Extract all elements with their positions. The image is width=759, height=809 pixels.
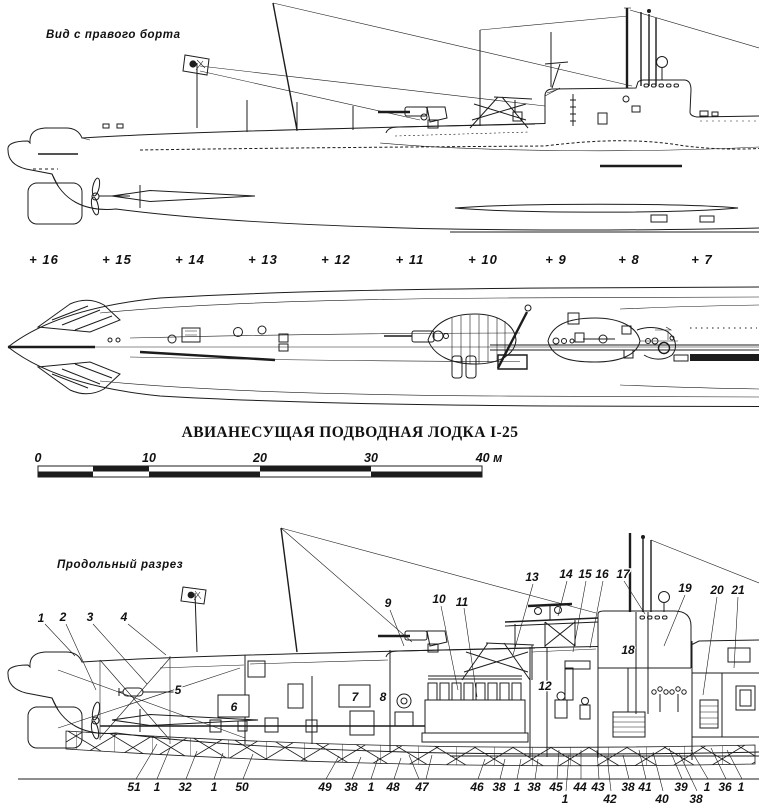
section-flag <box>181 587 206 652</box>
callout-4: 4 <box>120 610 128 624</box>
scale-tick-20: 20 <box>253 451 267 465</box>
callout-6: 6 <box>230 700 238 714</box>
side-rigging <box>200 3 759 132</box>
callout-49: 49 <box>318 780 332 794</box>
frame-label: + 14 <box>175 252 205 267</box>
side-conning-tower <box>513 80 759 126</box>
callout-5: 5 <box>174 683 182 697</box>
scale-bar <box>35 451 503 477</box>
frame-label: + 9 <box>545 252 567 267</box>
callout-44: 44 <box>573 780 587 794</box>
callout-1g: 1 <box>737 780 745 794</box>
callout-10: 10 <box>432 592 446 606</box>
callout-18: 18 <box>621 643 635 657</box>
callout-48: 48 <box>386 780 400 794</box>
df-loop-icon <box>657 57 668 68</box>
callout-13: 13 <box>525 570 539 584</box>
frame-label: + 12 <box>321 252 351 267</box>
plan-aircraft-assembled <box>548 313 678 362</box>
sheet-title: АВИАНЕСУЩАЯ ПОДВОДНАЯ ЛОДКА I-25 <box>181 424 519 441</box>
plan-deck-gun <box>384 331 449 342</box>
callout-1f: 1 <box>703 780 711 794</box>
callout-38d: 38 <box>621 780 635 794</box>
callout-14: 14 <box>559 567 573 581</box>
callout-51: 51 <box>127 780 141 794</box>
callout-1h: 1 <box>561 792 569 806</box>
callout-47: 47 <box>415 780 429 794</box>
callout-40: 40 <box>655 792 669 806</box>
callout-38a: 38 <box>344 780 358 794</box>
callout-50: 50 <box>235 780 249 794</box>
scale-tick-30: 30 <box>364 451 378 465</box>
callout-15: 15 <box>578 567 592 581</box>
callout-21: 21 <box>731 583 745 597</box>
callout-12: 12 <box>538 679 552 693</box>
callout-36: 36 <box>718 780 732 794</box>
callout-11: 11 <box>455 595 469 609</box>
scale-tick-0: 0 <box>34 451 42 465</box>
callout-39: 39 <box>674 780 688 794</box>
side-crane <box>470 97 532 128</box>
section-engine-room <box>390 647 547 757</box>
callout-32: 32 <box>178 780 192 794</box>
frame-label: + 8 <box>618 252 640 267</box>
callout-2: 2 <box>59 610 67 624</box>
frame-label: + 7 <box>691 252 713 267</box>
callout-17: 17 <box>616 567 630 581</box>
callout-41: 41 <box>638 780 652 794</box>
callout-19: 19 <box>678 581 692 595</box>
frame-label: + 15 <box>102 252 132 267</box>
plan-aircraft-folded <box>428 305 531 378</box>
section-forward-rooms <box>692 648 759 737</box>
plan-deck-fittings <box>108 326 288 360</box>
callout-43: 43 <box>591 780 605 794</box>
df-loop-icon <box>659 592 670 603</box>
section-view-label: Продольный разрез <box>57 559 184 571</box>
side-periscopes <box>545 8 668 88</box>
plan-hull <box>8 287 759 407</box>
frame-label: + 13 <box>248 252 278 267</box>
side-flag <box>183 55 209 128</box>
callout-1c: 1 <box>210 780 218 794</box>
side-stern-gear <box>28 174 255 224</box>
section-callouts-left <box>38 610 128 625</box>
callout-16: 16 <box>595 567 609 581</box>
side-deck-gun <box>378 107 535 136</box>
section-view <box>8 528 759 806</box>
section-bottom-truss <box>66 731 755 766</box>
callout-20: 20 <box>710 583 724 597</box>
callout-8: 8 <box>379 690 387 704</box>
scale-tick-40: 40 м <box>475 451 503 465</box>
callout-38e: 38 <box>689 792 703 806</box>
callout-1b: 1 <box>153 780 161 794</box>
plan-view <box>8 252 759 407</box>
section-catapult <box>505 604 598 648</box>
callout-38b: 38 <box>492 780 506 794</box>
frame-number-row <box>29 252 713 267</box>
callout-7: 7 <box>351 690 359 704</box>
side-view-label: Вид с правого борта <box>46 29 181 41</box>
callout-1d: 1 <box>367 780 375 794</box>
section-callouts-bottom <box>127 780 744 806</box>
frame-label: + 10 <box>468 252 498 267</box>
callout-1e: 1 <box>513 780 521 794</box>
frame-label: + 16 <box>29 252 59 267</box>
callout-42: 42 <box>603 792 617 806</box>
side-hull <box>8 124 759 233</box>
callout-45: 45 <box>549 780 563 794</box>
callout-46: 46 <box>470 780 484 794</box>
side-view <box>8 3 759 232</box>
callout-38c: 38 <box>527 780 541 794</box>
callout-1: 1 <box>37 611 45 625</box>
scale-bar-segments <box>38 466 482 477</box>
frame-label: + 11 <box>395 252 425 267</box>
callout-3: 3 <box>86 610 94 624</box>
scale-tick-10: 10 <box>142 451 156 465</box>
section-callouts-inner <box>175 643 635 717</box>
callout-9: 9 <box>384 596 392 610</box>
